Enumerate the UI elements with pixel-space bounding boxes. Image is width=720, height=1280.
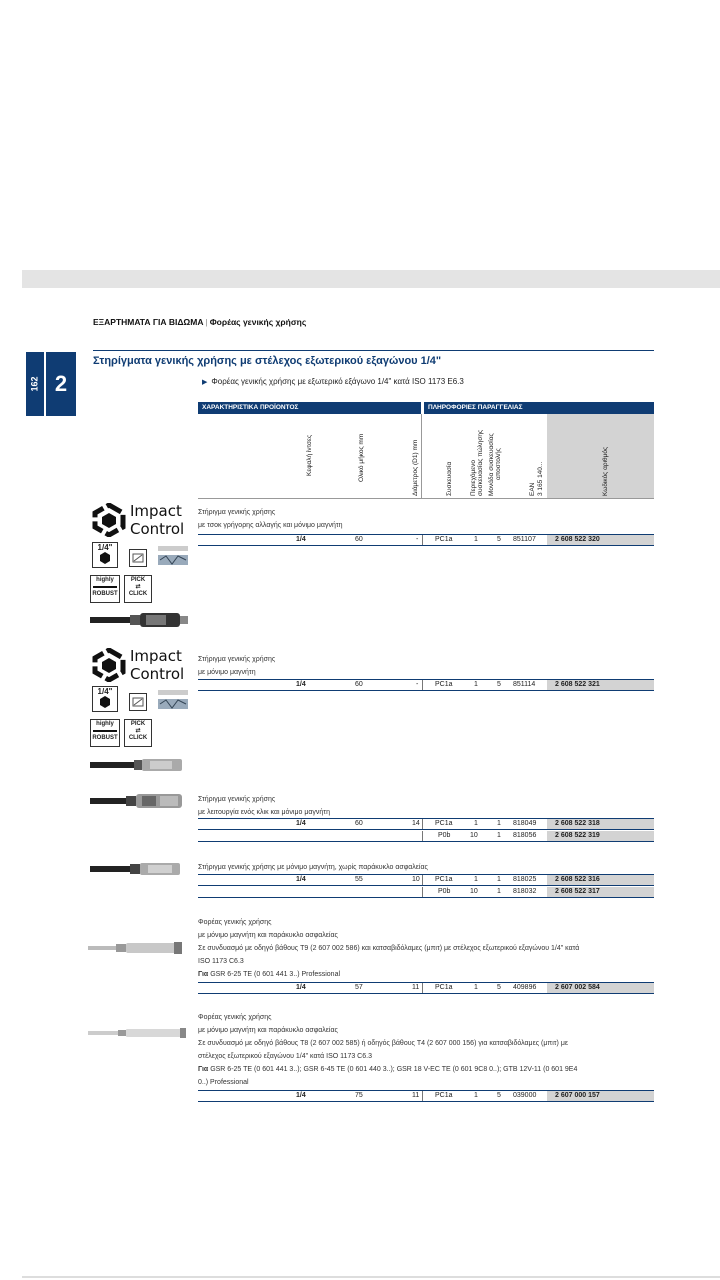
control-label-2: Control (130, 665, 185, 683)
cell-contents: 10 (470, 832, 478, 839)
page-number: 162 (30, 376, 40, 392)
click-text-2: CLICK (128, 735, 148, 741)
robust-bar-2 (93, 730, 117, 733)
code-column-band (547, 414, 654, 498)
hexagon-icon (99, 552, 111, 564)
cell-code: 2 607 000 157 (555, 1092, 600, 1099)
compat-text: GSR 6-25 TE (0 601 441 3..) Professional (210, 971, 341, 978)
breadcrumb-separator: | (205, 317, 208, 327)
cell-head: 1/4 (296, 820, 306, 827)
cell-diameter: - (416, 681, 419, 688)
chapter-tab: 2 (46, 352, 76, 416)
torsion-badge-icon-2 (158, 689, 188, 711)
product-2-desc-line-2: με μόνιμο μαγνήτη (198, 669, 256, 676)
cell-diameter: 10 (412, 876, 420, 883)
cell-diameter: - (416, 536, 419, 543)
row-line (198, 993, 654, 994)
product-4-desc-line-1: Στήριγμα γενικής χρήσης με μόνιμο μαγνήτη, χωρίς παράκυκλο ασφαλείας (198, 864, 428, 871)
click-text: CLICK (128, 591, 148, 597)
cell-divider (422, 887, 423, 897)
pick-click-arrow-icon: ⇄ (135, 584, 141, 590)
product-6-desc-line-4: στέλεχος εξωτερικού εξαγώνου 1/4" κατά ISO 1173 C6.3 (198, 1053, 372, 1060)
cell-pack: PC1a (435, 536, 453, 543)
cell-ean: 409896 (513, 984, 537, 991)
col-pack: Συσκευασία (446, 461, 453, 496)
clip-graphic-icon (131, 551, 145, 565)
header-order-info: ΠΛΗΡΟΦΟΡΙΕΣ ΠΑΡΑΓΓΕΛΙΑΣ (424, 402, 654, 414)
cell-unit: 1 (497, 820, 501, 827)
triangle-bullet-icon: ▶ (202, 379, 208, 386)
table-row (198, 818, 654, 830)
product-5-desc-line-4: ISO 1173 C6.3 (198, 958, 244, 965)
col-unit-1: Μονάδα συσκευασίας (488, 433, 495, 496)
cell-divider (422, 983, 423, 993)
col-head-inches: Κεφαλή ίντσες (306, 434, 313, 476)
cell-length: 75 (355, 1092, 363, 1099)
impact-control-icon-2 (92, 648, 126, 682)
product-6-compat-cont: 0..) Professional (198, 1079, 249, 1086)
product-1-desc-line-2: με τσοκ γρήγορης αλλαγής και μόνιμο μαγνήτη (198, 522, 343, 529)
product-5-compat (198, 969, 340, 980)
cell-divider (422, 875, 423, 885)
cell-length: 60 (355, 681, 363, 688)
impact-label-2: Impact (130, 647, 182, 665)
table-row (198, 874, 654, 886)
cell-contents: 1 (474, 536, 478, 543)
cell-length: 55 (355, 876, 363, 883)
holder-with-ring-image (88, 938, 188, 958)
header-product-features: ΧΑΡΑΚΤΗΡΙΣΤΙΚΑ ΠΡΟΪΟΝΤΟΣ (198, 402, 421, 414)
cell-unit: 5 (497, 984, 501, 991)
quick-change-holder-image (90, 610, 190, 630)
cell-code: 2 608 522 318 (555, 820, 600, 827)
one-click-holder-image (90, 791, 190, 811)
product-6-desc-line-2: με μόνιμο μαγνήτη και παράκυκλο ασφαλείας (198, 1027, 338, 1034)
cell-length: 60 (355, 820, 363, 827)
breadcrumb-main: ΕΞΑΡΤΗΜΑΤΑ ΓΙΑ ΒΙΔΩΜΑ (93, 317, 204, 327)
cell-pack: PC1a (435, 876, 453, 883)
col-ean-1: EAN (529, 482, 536, 496)
cell-unit: 1 (497, 876, 501, 883)
cell-ean: 851107 (513, 536, 536, 543)
product-6-compat (198, 1064, 577, 1075)
product-5-desc-line-2: με μόνιμο μαγνήτη και παράκυκλο ασφαλείας (198, 932, 338, 939)
cell-unit: 1 (497, 888, 501, 895)
col-contents-1: Περιεχόμενο (470, 460, 477, 496)
product-3-desc-line-2: με λειτουργία ενός κλικ και μόνιμο μαγνήτη (198, 809, 330, 816)
torsion-badge-icon (158, 545, 188, 567)
col-unit-2: αποστολής (495, 448, 502, 480)
subtitle-text: Φορέας γενικής χρήσης με εξωτερικό εξάγωνο 1/4" κατά ISO 1173 E6.3 (211, 377, 464, 386)
for-label: Για (198, 971, 209, 978)
table-row (198, 679, 654, 691)
pick-text: PICK (130, 577, 146, 583)
cell-unit: 5 (497, 681, 501, 688)
table-row (198, 830, 654, 842)
hex-size-text-2: 1/4" (97, 687, 113, 696)
cell-code: 2 607 002 584 (555, 984, 600, 991)
cell-diameter: 11 (412, 1092, 420, 1099)
cell-ean: 818049 (513, 820, 537, 827)
cell-head: 1/4 (296, 536, 306, 543)
title-rule (93, 350, 654, 351)
cell-ean: 818032 (513, 888, 537, 895)
cell-pack: PC1a (435, 681, 453, 688)
page-separator (22, 270, 720, 288)
long-holder-image (88, 1026, 188, 1040)
magnetic-holder-no-ring-image (90, 859, 190, 879)
cell-diameter: 11 (412, 984, 420, 991)
pick-click-badge-2 (124, 719, 152, 747)
product-1-desc-line-1: Στήριγμα γενικής χρήσης (198, 509, 276, 516)
row-line (198, 1101, 654, 1102)
col-contents-2: συσκευασίας πώλησης (477, 429, 484, 496)
cell-divider (422, 819, 423, 829)
cell-pack: P0b (438, 888, 451, 895)
breadcrumb (93, 317, 306, 327)
product-6-desc-line-1: Φορέας γενικής χρήσης (198, 1014, 272, 1021)
hex-size-badge-2 (92, 686, 118, 712)
breadcrumb-sub: Φορέας γενικής χρήσης (209, 317, 307, 327)
cell-divider (422, 831, 423, 841)
cell-unit: 1 (497, 832, 501, 839)
cell-ean: 818025 (513, 876, 537, 883)
hex-size-text: 1/4" (97, 543, 113, 552)
product-3-desc-line-1: Στήριγμα γενικής χρήσης (198, 796, 276, 803)
cell-head: 1/4 (296, 1092, 306, 1099)
cell-code: 2 608 522 320 (555, 536, 600, 543)
row-line (198, 841, 654, 842)
impact-control-icon (92, 503, 126, 537)
cell-contents: 10 (470, 888, 478, 895)
header-bottom-line (198, 498, 654, 499)
cell-divider (422, 680, 423, 690)
highly-robust-badge (90, 575, 120, 603)
row-line (198, 690, 654, 691)
cell-pack: P0b (438, 832, 451, 839)
impact-label: Impact (130, 502, 182, 520)
cell-contents: 1 (474, 820, 478, 827)
product-5-desc-line-3: Σε συνδυασμό με οδηγό βάθους T9 (2 607 002 586) και κατσαβιδόλαμες (μπιτ) με στέλεχος εξωτερικού εξαγώνου 1/4" κατά (198, 945, 580, 952)
page-number-tab (26, 352, 44, 416)
cell-divider (422, 535, 423, 545)
torsion-graphic-icon (158, 546, 188, 568)
robust-text-2: ROBUST (92, 735, 118, 741)
row-line (198, 897, 654, 898)
cell-head: 1/4 (296, 681, 306, 688)
cell-head: 1/4 (296, 876, 306, 883)
pick-click-badge (124, 575, 152, 603)
product-6-desc-line-3: Σε συνδυασμό με οδηγό βάθους T8 (2 607 002 585) ή οδηγός βάθους T4 (2 607 000 156) για κατσαβιδόλαμες (μπιτ) με (198, 1040, 568, 1047)
cell-contents: 1 (474, 1092, 478, 1099)
col-ean-2: 3 165 140... (537, 461, 544, 496)
cell-code: 2 608 522 317 (555, 888, 600, 895)
control-label: Control (130, 520, 185, 538)
cell-pack: PC1a (435, 984, 453, 991)
col-diameter: Διάμετρος (D1) mm (412, 439, 419, 496)
compat-text-2: GSR 6-25 TE (0 601 441 3..); GSR 6-45 TE (0 601 440 3..); GSR 18 V-EC TE (0 601 9C8 0..); GTB 12V-11 (0 601 9E4 (210, 1066, 578, 1073)
previous-page-blank (0, 0, 720, 270)
section-title: Στηρίγματα γενικής χρήσης με στέλεχος εξωτερικού εξαγώνου 1/4" (93, 355, 442, 367)
hexagon-icon-2 (99, 696, 111, 708)
highly-robust-badge-2 (90, 719, 120, 747)
cell-head: 1/4 (296, 984, 306, 991)
cell-code: 2 608 522 316 (555, 876, 600, 883)
cell-ean: 851114 (513, 681, 536, 688)
magnetic-holder-image (90, 755, 190, 775)
cell-length: 57 (355, 984, 363, 991)
cell-pack: PC1a (435, 820, 453, 827)
table-row (198, 886, 654, 898)
page-bottom-edge (22, 1276, 720, 1278)
product-2-desc-line-1: Στήριγμα γενικής χρήσης (198, 656, 276, 663)
section-subtitle (202, 377, 464, 386)
cell-pack: PC1a (435, 1092, 453, 1099)
cell-code: 2 608 522 319 (555, 832, 600, 839)
cell-contents: 1 (474, 984, 478, 991)
table-row (198, 1090, 654, 1102)
table-row (198, 982, 654, 994)
product-5-desc-line-1: Φορέας γενικής χρήσης (198, 919, 272, 926)
row-line (198, 545, 654, 546)
cell-unit: 5 (497, 536, 501, 543)
hex-size-badge (92, 542, 118, 568)
cell-length: 60 (355, 536, 363, 543)
header-divider (421, 414, 422, 498)
cell-code: 2 608 522 321 (555, 681, 600, 688)
highly-text-2: highly (96, 721, 114, 727)
cell-contents: 1 (474, 681, 478, 688)
pick-click-arrow-icon-2: ⇄ (135, 728, 141, 734)
clip-icon (129, 549, 147, 567)
cell-ean: 039000 (513, 1092, 537, 1099)
robust-bar (93, 586, 117, 589)
cell-contents: 1 (474, 876, 478, 883)
table-row (198, 534, 654, 546)
clip-icon-2 (129, 693, 147, 711)
highly-text: highly (96, 577, 114, 583)
col-length: Ολικό μήκος mm (358, 433, 365, 482)
cell-divider (422, 1091, 423, 1101)
robust-text: ROBUST (92, 591, 118, 597)
for-label-2: Για (198, 1066, 209, 1073)
col-code: Κωδικός αριθμός (602, 446, 609, 496)
cell-unit: 5 (497, 1092, 501, 1099)
clip-graphic-icon-2 (131, 695, 145, 709)
cell-ean: 818056 (513, 832, 537, 839)
cell-diameter: 14 (412, 820, 420, 827)
pick-text-2: PICK (130, 721, 146, 727)
torsion-graphic-icon-2 (158, 690, 188, 712)
